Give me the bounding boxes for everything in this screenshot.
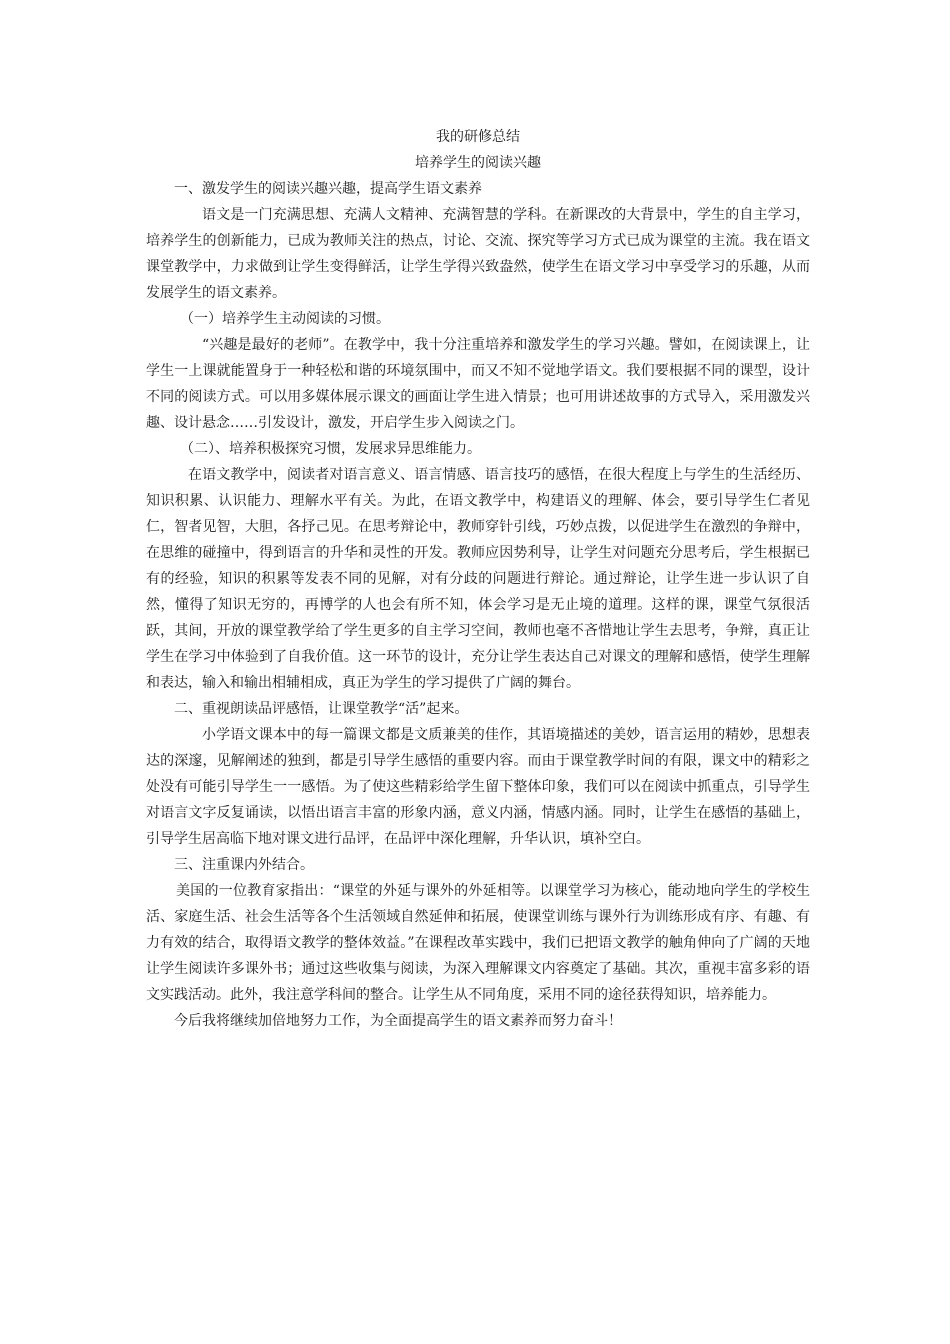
closing-statement: 今后我将继续加倍地努力工作，为全面提高学生的语文素养而努力奋斗！ [174, 1013, 622, 1029]
section-3-paragraph: 美国的一位教育家指出：“课堂的外延与课外的外延相等。以课堂学习为核心，能动地向学生的学校生活、家庭生活、社会生活等各个生活领域自然延伸和拓展，使课堂训练与课外行为训练形成有序、有趣、有力有效的结合，取得语文教学的整体效益。”在课程改革实践中，我们已把语文教学的触角伸向了广阔的天地让学生阅读许多课外书；通过这些收集与阅读，为深入理解课文内容奠定了基础。其次，重视丰富多彩的语文实践活动。此外，我注意学科间的整合。让学生从不同角度，采用不同的途径获得知识，培养能力。 [146, 883, 810, 1003]
section-1-paragraph: 语文是一门充满思想、充满人文精神、充满智慧的学科。在新课改的大背景中，学生的自主学习，培养学生的创新能力，已成为教师关注的热点，讨论、交流、探究等学习方式已成为课堂的主流。我在语文课堂教学中，力求做到让学生变得鲜活，让学生学得兴致盎然，使学生在语文学习中享受学习的乐趣，从而发展学生的语文素养。 [146, 207, 810, 301]
subsection-2-paragraph: 在语文教学中，阅读者对语言意义、语言情感、语言技巧的感悟，在很大程度上与学生的生活经历、知识积累、认识能力、理解水平有关。为此，在语文教学中，构建语义的理解、体会，要引导学生仁者见仁，智者见智，大胆，各抒己见。在思考辩论中，教师穿针引线，巧妙点拨，以促进学生在激烈的争辩中，在思维的碰撞中，得到语言的升华和灵性的开发。教师应因势利导，让学生对问题充分思考后，学生根据已有的经验，知识的积累等发表不同的见解，对有分歧的问题进行辩论。通过辩论，让学生进一步认识了自然，懂得了知识无穷的，再博学的人也会有所不知，体会学习是无止境的道理。这样的课，课堂气氛很活跃，其间，开放的课堂教学给了学生更多的自主学习空间，教师也毫不吝惜地让学生去思考，争辩，真正让学生在学习中体验到了自我价值。这一环节的设计，充分让学生表达自己对课文的理解和感悟，使学生理解和表达，输入和输出相辅相成，真正为学生的学习提供了广阔的舞台。 [146, 467, 810, 691]
subsection-1-heading: （一）培养学生主动阅读的习惯。 [180, 311, 390, 327]
section-1-heading: 一、激发学生的阅读兴趣兴趣，提高学生语文素养 [174, 181, 482, 197]
section-3-heading: 三、注重课内外结合。 [174, 857, 314, 873]
section-2-heading: 二、重视朗读品评感悟，让课堂教学“活”起来。 [174, 701, 469, 717]
document-subtitle: 培养学生的阅读兴趣 [415, 155, 541, 171]
subsection-2-heading: （二）、培养积极探究习惯，发展求异思维能力。 [180, 441, 481, 457]
document-title: 我的研修总结 [436, 129, 520, 145]
subsection-1-paragraph: “兴趣是最好的老师”。在教学中，我十分注重培养和激发学生的学习兴趣。譬如，在阅读课上，让学生一上课就能置身于一种轻松和谐的环境氛围中，而又不知不觉地学语文。我们要根据不同的课型，设计不同的阅读方式。可以用多媒体展示课文的画面让学生进入情景；也可用讲述故事的方式导入，采用激发兴趣、设计悬念……引发设计，激发，开启学生步入阅读之门。 [146, 337, 810, 431]
section-2-paragraph: 小学语文课本中的每一篇课文都是文质兼美的佳作，其语境描述的美妙，语言运用的精妙，思想表达的深邃，见解阐述的独到，都是引导学生感悟的重要内容。而由于课堂教学时间的有限，课文中的精彩之处没有可能引导学生一一感悟。为了使这些精彩给学生留下整体印象，我们可以在阅读中抓重点，引导学生对语言文字反复诵读，以悟出语言丰富的形象内涵，意义内涵，情感内涵。同时，让学生在感悟的基础上，引导学生居高临下地对课文进行品评，在品评中深化理解，升华认识，填补空白。 [146, 727, 810, 847]
document-page [146, 124, 810, 1034]
